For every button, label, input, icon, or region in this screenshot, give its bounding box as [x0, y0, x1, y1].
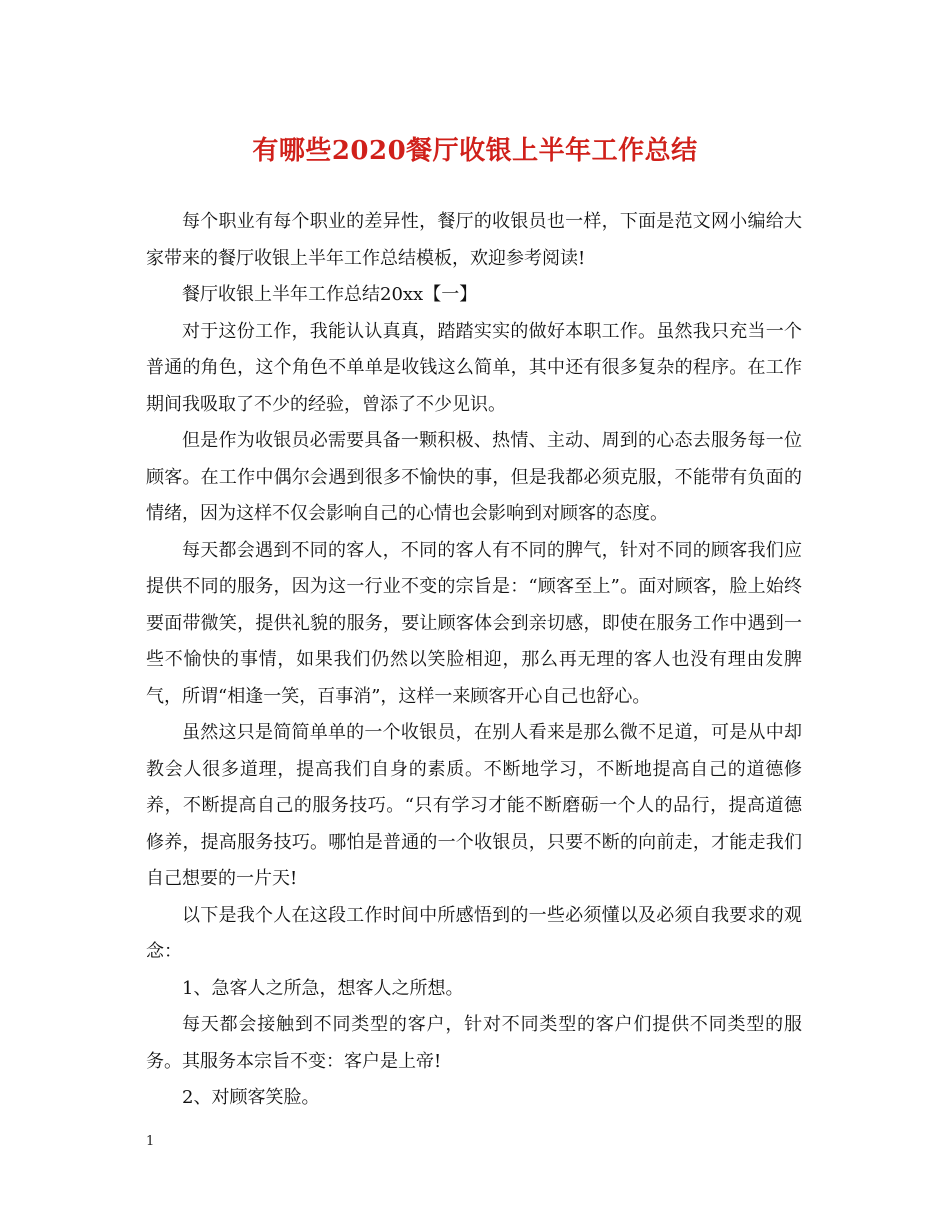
list-item-heading: 2、对顾客笑脸。 [182, 1087, 320, 1108]
paragraph: 但是作为收银员必需要具备一颗积极、热情、主动、周到的心态去服务每一位顾客。在工作中偶尔会遇到很多不愉快的事，但是我都必须克服，不能带有负面的情绪，因为这样不仅会影响自己的心情也会影响到对顾客的态度。 [146, 430, 802, 524]
paragraph: 每天都会接触到不同类型的客户，针对不同类型的客户们提供不同类型的服务。其服务本宗旨不变：客户是上帝! [146, 1014, 802, 1072]
document-body [146, 204, 802, 1117]
page-number: 1 [146, 1134, 155, 1149]
paragraph: 每天都会遇到不同的客人，不同的客人有不同的脾气，针对不同的顾客我们应提供不同的服务，因为这一行业不变的宗旨是：“顾客至上”。面对顾客，脸上始终要面带微笑，提供礼貌的服务，要让顾客体会到亲切感，即使在服务工作中遇到一些不愉快的事情，如果我们仍然以笑脸相迎，那么再无理的客人也没有理由发脾气，所谓“相逢一笑，百事消”，这样一来顾客开心自己也舒心。 [146, 539, 802, 707]
paragraph: 以下是我个人在这段工作时间中所感悟到的一些必须懂以及必须自我要求的观念： [146, 904, 802, 962]
section-heading: 餐厅收银上半年工作总结20xx【一】 [182, 284, 478, 305]
document-title: 有哪些2020餐厅收银上半年工作总结 [252, 136, 698, 166]
paragraph: 虽然这只是简简单单的一个收银员，在别人看来是那么微不足道，可是从中却教会人很多道理，提高我们自身的素质。不断地学习，不断地提高自己的道德修养，不断提高自己的服务技巧。“只有学习才能不断磨砺一个人的品行，提高道德修养，提高服务技巧。哪怕是普通的一个收银员，只要不断的向前走，才能走我们自己想要的一片天! [146, 722, 802, 889]
paragraph: 对于这份工作，我能认认真真，踏踏实实的做好本职工作。虽然我只充当一个普通的角色，这个角色不单单是收钱这么简单，其中还有很多复杂的程序。在工作期间我吸取了不少的经验，曾添了不少见识。 [146, 320, 802, 415]
list-item-heading: 1、急客人之所急，想客人之所想。 [182, 977, 464, 999]
paragraph-intro: 每个职业有每个职业的差异性，餐厅的收银员也一样，下面是范文网小编给大家带来的餐厅收银上半年工作总结模板，欢迎参考阅读! [146, 211, 802, 269]
